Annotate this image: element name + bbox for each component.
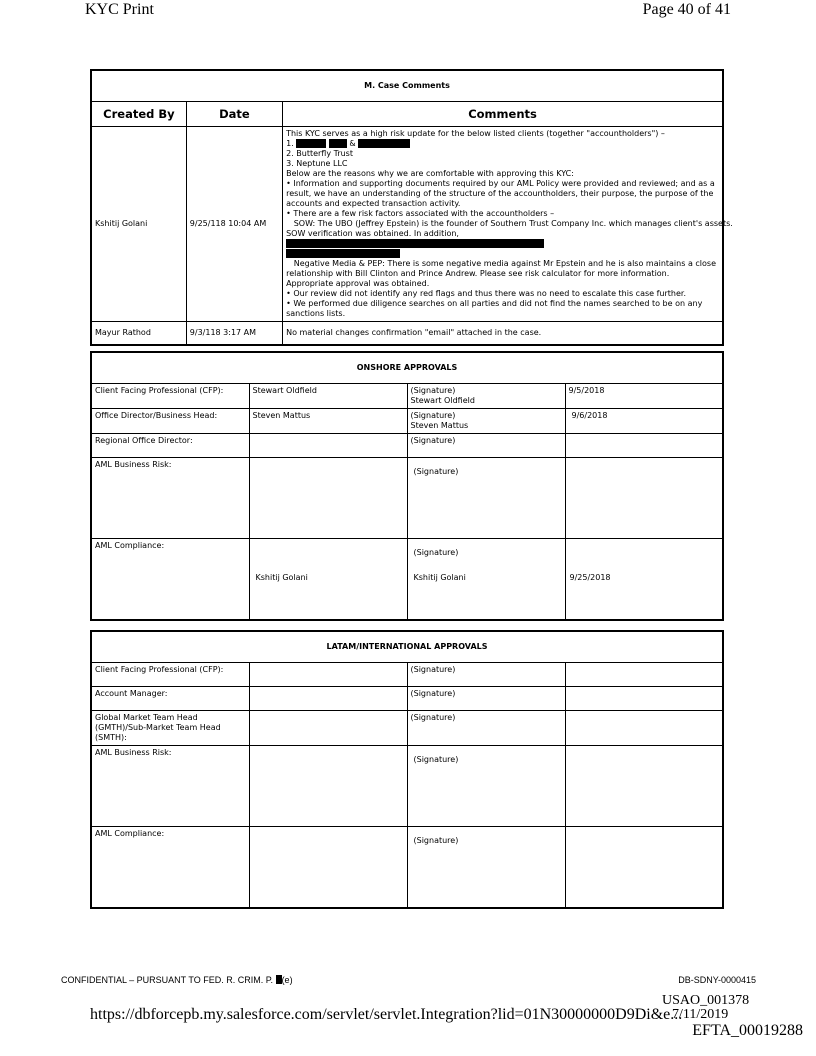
approval-date: 9/5/2018 [565,384,723,409]
efta-number: EFTA_00019288 [692,1022,803,1039]
approval-date [565,458,723,539]
signature-cell [407,384,565,409]
approval-role: Client Facing Professional (CFP): [91,663,249,687]
onshore-approvals-title: ONSHORE APPROVALS [91,352,723,384]
confidential-text: CONFIDENTIAL – PURSUANT TO FED. R. CRIM. P. [61,975,274,985]
comment-author: Kshitij Golani [91,127,186,322]
approval-role: Regional Office Director: [91,434,249,458]
approver-name: Stewart Oldfield [249,384,407,409]
page-number: Page 40 of 41 [642,1,731,18]
table-row [91,663,723,687]
approval-role: Global Market Team Head (GMTH)/Sub-Market Team Head (SMTH): [91,711,249,746]
table-row [91,384,723,409]
comment-line: 2. Butterfly Trust [286,149,353,158]
table-row [91,711,723,746]
signature-label: (Signature) [407,827,565,908]
table-row [91,827,723,908]
signature-label: (Signature) [407,746,565,827]
signature-name: Steven Mattus [410,421,469,430]
signature-label: (Signature) [407,687,565,711]
approver-name [249,663,407,687]
confidential-suffix: (e) [281,975,293,985]
signature-label: (Signature) [410,411,456,420]
onshore-approvals-table [90,351,724,621]
signature-label: (Signature) [407,458,565,539]
approval-date [565,663,723,687]
signature-label: (Signature) [410,386,456,395]
signature-name: Stewart Oldfield [410,396,475,405]
column-header-created-by: Created By [91,102,186,127]
comment-line-redacted [286,139,719,149]
signature-label: (Signature) [407,434,565,458]
redaction-block [329,139,347,148]
table-row [91,127,723,322]
case-comments-table [90,69,733,346]
comment-text [283,127,733,322]
approver-name: Kshitij Golani [249,539,407,620]
approval-date [565,827,723,908]
approval-date [565,711,723,746]
comment-line-redacted [286,249,719,259]
signature-name: Kshitij Golani [413,573,466,582]
approval-date [565,746,723,827]
approval-role: AML Compliance: [91,827,249,908]
redaction-block [286,249,400,258]
case-comments-title: M. Case Comments [91,70,723,102]
approval-date [565,687,723,711]
approver-name [249,687,407,711]
comment-line: • Our review did not identify any red flags and thus there was no need to escalate this case further. [286,289,687,298]
approval-date: 9/25/2018 [565,539,723,620]
table-row [91,322,723,346]
table-row [91,458,723,539]
approver-name [249,434,407,458]
approval-role: AML Compliance: [91,539,249,620]
approval-date: 9/6/2018 [565,409,723,434]
table-row [91,409,723,434]
signature-label: (Signature) [407,711,565,746]
table-row [91,539,723,620]
table-row [91,746,723,827]
approval-role: AML Business Risk: [91,746,249,827]
approval-date [565,434,723,458]
approval-role: Office Director/Business Head: [91,409,249,434]
table-row [91,687,723,711]
comment-date: 9/25/118 10:04 AM [186,127,282,322]
comment-date: 9/3/118 3:17 AM [186,322,282,346]
redaction-block [296,139,326,148]
usao-number: USAO_001378 [662,993,750,1008]
redaction-block [358,139,410,148]
signature-label: (Signature) [413,548,459,557]
approver-name [249,746,407,827]
approver-name [249,458,407,539]
redaction-block [286,239,544,248]
approver-name: Steven Mattus [249,409,407,434]
latam-approvals-table [90,630,724,909]
ampersand: & [349,139,356,148]
comment-line: SOW verification was obtained. In addition, [286,229,459,238]
confidential-notice [61,975,293,985]
latam-approvals-title: LATAM/INTERNATIONAL APPROVALS [91,631,723,663]
print-title: KYC Print [85,1,154,18]
list-number: 1. [286,139,294,148]
source-url: https://dbforcepb.my.salesforce.com/servlet/servlet.Integration?lid=01N30000000D9Di&e... [90,1006,683,1023]
signature-cell [407,539,565,620]
table-row [91,434,723,458]
comment-line: 3. Neptune LLC [286,159,348,168]
comment-line: SOW: The UBO (Jeffrey Epstein) is the founder of Southern Trust Company Inc. which manages client's assets. [286,219,733,228]
print-date: 7/11/2019 [672,1007,729,1022]
approver-name [249,711,407,746]
comment-line-redacted [286,229,719,249]
comment-text: No material changes confirmation "email" attached in the case. [283,322,723,346]
approver-name [249,827,407,908]
approval-role: AML Business Risk: [91,458,249,539]
approval-role: Account Manager: [91,687,249,711]
signature-cell [407,409,565,434]
comment-line: Below are the reasons why we are comfortable with approving this KYC: [286,169,574,178]
bates-number: DB-SDNY-0000415 [678,975,756,985]
comment-line: • We performed due diligence searches on all parties and did not find the names searched to be on any sanctions lists. [286,299,703,318]
column-header-comments: Comments [283,102,723,127]
comment-line: • There are a few risk factors associated with the accountholders – [286,209,555,218]
comment-line: Negative Media & PEP: There is some negative media against Mr Epstein and he is also maintains a close relationship with Bill Clinton and Prince Andrew. Please see risk calculator for more information. Appropriate approval was obtained. [286,259,719,288]
comment-author: Mayur Rathod [91,322,186,346]
approval-role: Client Facing Professional (CFP): [91,384,249,409]
column-header-date: Date [186,102,282,127]
comment-line: This KYC serves as a high risk update for the below listed clients (together "accountholders") – [286,129,665,138]
signature-label: (Signature) [407,663,565,687]
comment-line: • Information and supporting documents required by our AML Policy were provided and reviewed; and as a result, we have an understanding of the structure of the accountholders, their purpose, the purpose of the accounts and expected transaction activity. [286,179,715,208]
